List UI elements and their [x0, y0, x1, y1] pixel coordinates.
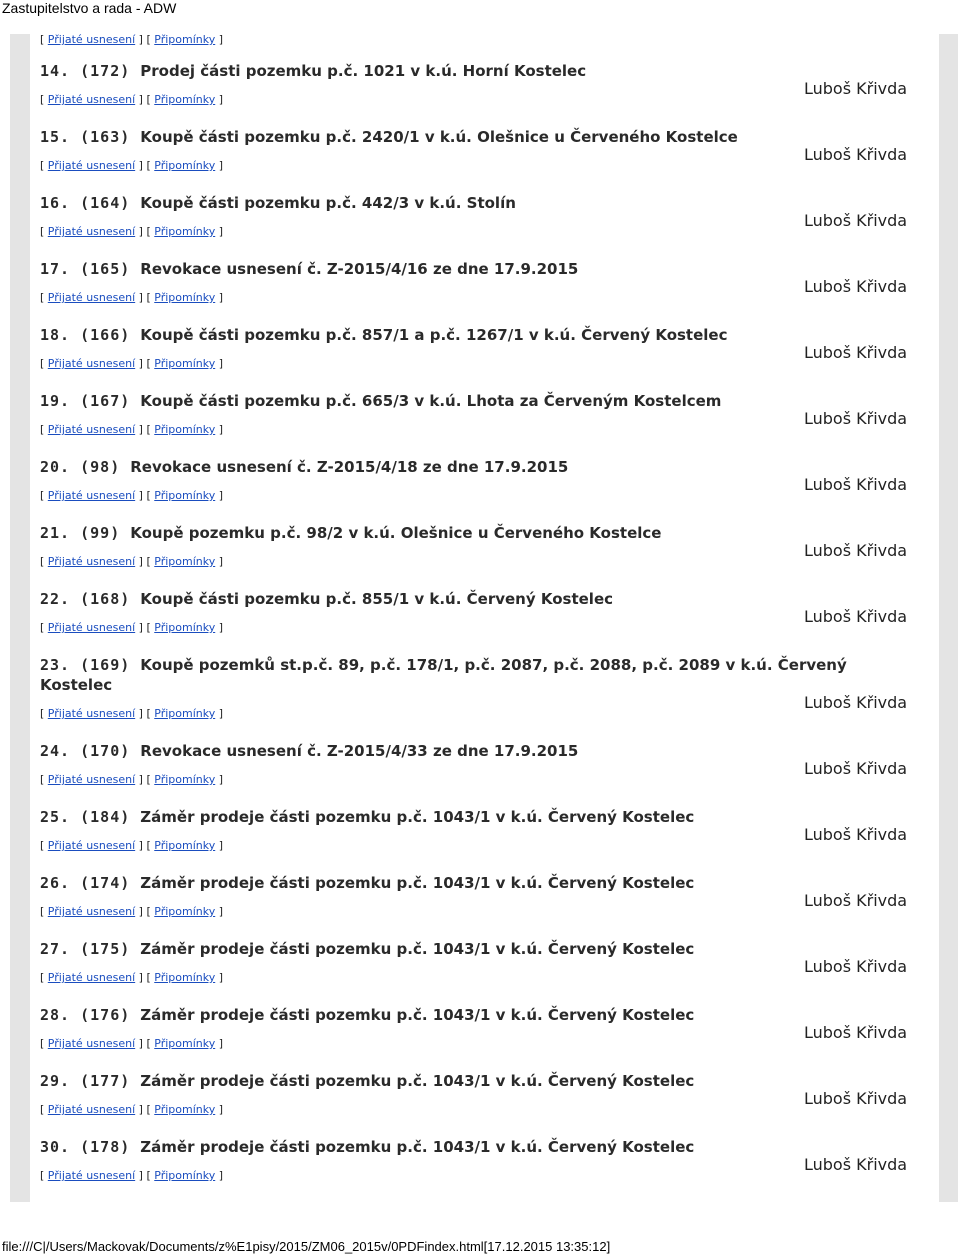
agenda-item-number: 17. (165) — [40, 260, 131, 278]
accepted-resolution-link[interactable]: Přijaté usnesení — [47, 707, 136, 720]
agenda-item-text: Revokace usnesení č. Z-2015/4/18 ze dne 17.9.2015 — [130, 458, 569, 476]
agenda-item-author: Luboš Křivda — [804, 343, 908, 362]
item-links-row: [ Přijaté usnesení ] [ Připomínky ] — [40, 159, 224, 172]
agenda-item-title — [40, 873, 890, 893]
agenda-item-author: Luboš Křivda — [804, 409, 908, 428]
agenda-item-number: 25. (184) — [40, 808, 131, 826]
item-links-row: [ Přijaté usnesení ] [ Připomínky ] — [40, 1169, 224, 1182]
accepted-resolution-link[interactable]: Přijaté usnesení — [47, 423, 136, 436]
accepted-resolution-link[interactable]: Přijaté usnesení — [47, 773, 136, 786]
agenda-item-author: Luboš Křivda — [804, 825, 908, 844]
comments-link[interactable]: Připomínky — [154, 357, 216, 370]
agenda-item-author: Luboš Křivda — [804, 957, 908, 976]
item-links-row: [ Přijaté usnesení ] [ Připomínky ] — [40, 773, 224, 786]
comments-link[interactable]: Připomínky — [154, 621, 216, 634]
comments-link[interactable]: Připomínky — [154, 33, 216, 46]
agenda-item-author: Luboš Křivda — [804, 1023, 908, 1042]
item-links-row: [ Přijaté usnesení ] [ Připomínky ] — [40, 555, 224, 568]
agenda-item-author: Luboš Křivda — [804, 541, 908, 560]
accepted-resolution-link[interactable]: Přijaté usnesení — [47, 1037, 136, 1050]
agenda-item-title — [40, 523, 890, 543]
agenda-item-text: Koupě pozemku p.č. 98/2 v k.ú. Olešnice u Červeného Kostelce — [130, 524, 662, 542]
agenda-item-number: 15. (163) — [40, 128, 131, 146]
agenda-item-number: 20. (98) — [40, 458, 121, 476]
comments-link[interactable]: Připomínky — [154, 159, 216, 172]
item-links-row: [ Přijaté usnesení ] [ Připomínky ] — [40, 1037, 224, 1050]
agenda-item-author: Luboš Křivda — [804, 475, 908, 494]
agenda-item-text: Záměr prodeje části pozemku p.č. 1043/1 v k.ú. Červený Kostelec — [140, 1138, 695, 1156]
agenda-item-number: 22. (168) — [40, 590, 131, 608]
comments-link[interactable]: Připomínky — [154, 1169, 216, 1182]
agenda-item-author: Luboš Křivda — [804, 1155, 908, 1174]
agenda-item-title — [40, 325, 890, 345]
item-links-row: [ Přijaté usnesení ] [ Připomínky ] — [40, 225, 224, 238]
comments-link[interactable]: Připomínky — [154, 93, 216, 106]
agenda-item-number: 30. (178) — [40, 1138, 131, 1156]
item-links-row: [ Přijaté usnesení ] [ Připomínky ] — [40, 1103, 224, 1116]
accepted-resolution-link[interactable]: Přijaté usnesení — [47, 291, 136, 304]
agenda-item-text: Koupě části pozemku p.č. 442/3 v k.ú. Stolín — [140, 194, 516, 212]
agenda-item-author: Luboš Křivda — [804, 1089, 908, 1108]
agenda-item-number: 26. (174) — [40, 874, 131, 892]
agenda-item-number: 19. (167) — [40, 392, 131, 410]
agenda-item-title — [40, 61, 890, 81]
agenda-item-title — [40, 193, 890, 213]
agenda-item-author: Luboš Křivda — [804, 145, 908, 164]
agenda-item-author: Luboš Křivda — [804, 79, 908, 98]
item-links-row: [ Přijaté usnesení ] [ Připomínky ] — [40, 839, 224, 852]
agenda-item-author: Luboš Křivda — [804, 211, 908, 230]
agenda-item-title — [40, 127, 890, 147]
agenda-item-title — [40, 259, 890, 279]
agenda-item-title — [40, 589, 890, 609]
agenda-item-text: Koupě části pozemku p.č. 2420/1 v k.ú. Olešnice u Červeného Kostelce — [140, 128, 738, 146]
comments-link[interactable]: Připomínky — [154, 839, 216, 852]
comments-link[interactable]: Připomínky — [154, 971, 216, 984]
item-links-row: [ Přijaté usnesení ] [ Připomínky ] — [40, 423, 224, 436]
accepted-resolution-link[interactable]: Přijaté usnesení — [47, 1169, 136, 1182]
agenda-item-number: 21. (99) — [40, 524, 121, 542]
accepted-resolution-link[interactable]: Přijaté usnesení — [47, 93, 136, 106]
item-links-row: [ Přijaté usnesení ] [ Připomínky ] — [40, 291, 224, 304]
comments-link[interactable]: Připomínky — [154, 773, 216, 786]
accepted-resolution-link[interactable]: Přijaté usnesení — [47, 971, 136, 984]
agenda-item-author: Luboš Křivda — [804, 891, 908, 910]
comments-link[interactable]: Připomínky — [154, 423, 216, 436]
agenda-item-author: Luboš Křivda — [804, 277, 908, 296]
agenda-item-text: Záměr prodeje části pozemku p.č. 1043/1 v k.ú. Červený Kostelec — [140, 874, 695, 892]
agenda-item-title — [40, 391, 890, 411]
agenda-item-text: Záměr prodeje části pozemku p.č. 1043/1 v k.ú. Červený Kostelec — [140, 808, 695, 826]
agenda-item-text: Koupě části pozemku p.č. 857/1 a p.č. 1267/1 v k.ú. Červený Kostelec — [140, 326, 728, 344]
agenda-item-title — [40, 655, 890, 695]
window-title: Zastupitelstvo a rada - ADW — [2, 0, 177, 16]
comments-link[interactable]: Připomínky — [154, 1037, 216, 1050]
item-links-row: [ Přijaté usnesení ] [ Připomínky ] — [40, 707, 224, 720]
agenda-item-number: 16. (164) — [40, 194, 131, 212]
item-links-row: [ Přijaté usnesení ] [ Připomínky ] — [40, 905, 224, 918]
comments-link[interactable]: Připomínky — [154, 555, 216, 568]
item-links-row: [ Přijaté usnesení ] [ Připomínky ] — [40, 621, 224, 634]
item-links-row: [ Přijaté usnesení ] [ Připomínky ] — [40, 33, 224, 46]
agenda-item-number: 14. (172) — [40, 62, 131, 80]
accepted-resolution-link[interactable]: Přijaté usnesení — [47, 621, 136, 634]
accepted-resolution-link[interactable]: Přijaté usnesení — [47, 905, 136, 918]
agenda-item-number: 27. (175) — [40, 940, 131, 958]
agenda-item-title — [40, 939, 890, 959]
accepted-resolution-link[interactable]: Přijaté usnesení — [47, 1103, 136, 1116]
agenda-item-number: 23. (169) — [40, 656, 131, 674]
accepted-resolution-link[interactable]: Přijaté usnesení — [47, 357, 136, 370]
agenda-item-number: 28. (176) — [40, 1006, 131, 1024]
comments-link[interactable]: Připomínky — [154, 905, 216, 918]
agenda-item-text: Záměr prodeje části pozemku p.č. 1043/1 v k.ú. Červený Kostelec — [140, 940, 695, 958]
item-links-row: [ Přijaté usnesení ] [ Připomínky ] — [40, 971, 224, 984]
comments-link[interactable]: Připomínky — [154, 291, 216, 304]
agenda-item-title — [40, 1137, 890, 1157]
comments-link[interactable]: Připomínky — [154, 489, 216, 502]
agenda-item-number: 18. (166) — [40, 326, 131, 344]
comments-link[interactable]: Připomínky — [154, 707, 216, 720]
item-links-row: [ Přijaté usnesení ] [ Připomínky ] — [40, 489, 224, 502]
agenda-item-number: 24. (170) — [40, 742, 131, 760]
agenda-item-title — [40, 457, 890, 477]
agenda-item-title — [40, 741, 890, 761]
footer-url: file:///C|/Users/Mackovak/Documents/z%E1pisy/2015/ZM06_2015v/0PDFindex.html[17.12.2015 13:35:12] — [2, 1239, 611, 1254]
agenda-item-number: 29. (177) — [40, 1072, 131, 1090]
agenda-item-text: Koupě části pozemku p.č. 665/3 v k.ú. Lhota za Červeným Kostelcem — [140, 392, 722, 410]
accepted-resolution-link[interactable]: Přijaté usnesení — [47, 33, 136, 46]
agenda-item-text: Koupě pozemků st.p.č. 89, p.č. 178/1, p.č. 2087, p.č. 2088, p.č. 2089 v k.ú. Červený Kostelec — [40, 656, 847, 694]
agenda-item-title — [40, 807, 890, 827]
agenda-item-text: Revokace usnesení č. Z-2015/4/16 ze dne 17.9.2015 — [140, 260, 579, 278]
agenda-item-author: Luboš Křivda — [804, 693, 908, 712]
accepted-resolution-link[interactable]: Přijaté usnesení — [47, 225, 136, 238]
agenda-item-title — [40, 1071, 890, 1091]
agenda-item-text: Koupě části pozemku p.č. 855/1 v k.ú. Červený Kostelec — [140, 590, 614, 608]
agenda-item-title — [40, 1005, 890, 1025]
item-links-row: [ Přijaté usnesení ] [ Připomínky ] — [40, 357, 224, 370]
agenda-item-text: Revokace usnesení č. Z-2015/4/33 ze dne 17.9.2015 — [140, 742, 579, 760]
agenda-item-text: Záměr prodeje části pozemku p.č. 1043/1 v k.ú. Červený Kostelec — [140, 1006, 695, 1024]
agenda-item-author: Luboš Křivda — [804, 607, 908, 626]
item-links-row: [ Přijaté usnesení ] [ Připomínky ] — [40, 93, 224, 106]
comments-link[interactable]: Připomínky — [154, 225, 216, 238]
accepted-resolution-link[interactable]: Přijaté usnesení — [47, 555, 136, 568]
accepted-resolution-link[interactable]: Přijaté usnesení — [47, 839, 136, 852]
accepted-resolution-link[interactable]: Přijaté usnesení — [47, 159, 136, 172]
agenda-item-author: Luboš Křivda — [804, 759, 908, 778]
comments-link[interactable]: Připomínky — [154, 1103, 216, 1116]
agenda-item-text: Záměr prodeje části pozemku p.č. 1043/1 v k.ú. Červený Kostelec — [140, 1072, 695, 1090]
accepted-resolution-link[interactable]: Přijaté usnesení — [47, 489, 136, 502]
agenda-item-text: Prodej části pozemku p.č. 1021 v k.ú. Horní Kostelec — [140, 62, 587, 80]
